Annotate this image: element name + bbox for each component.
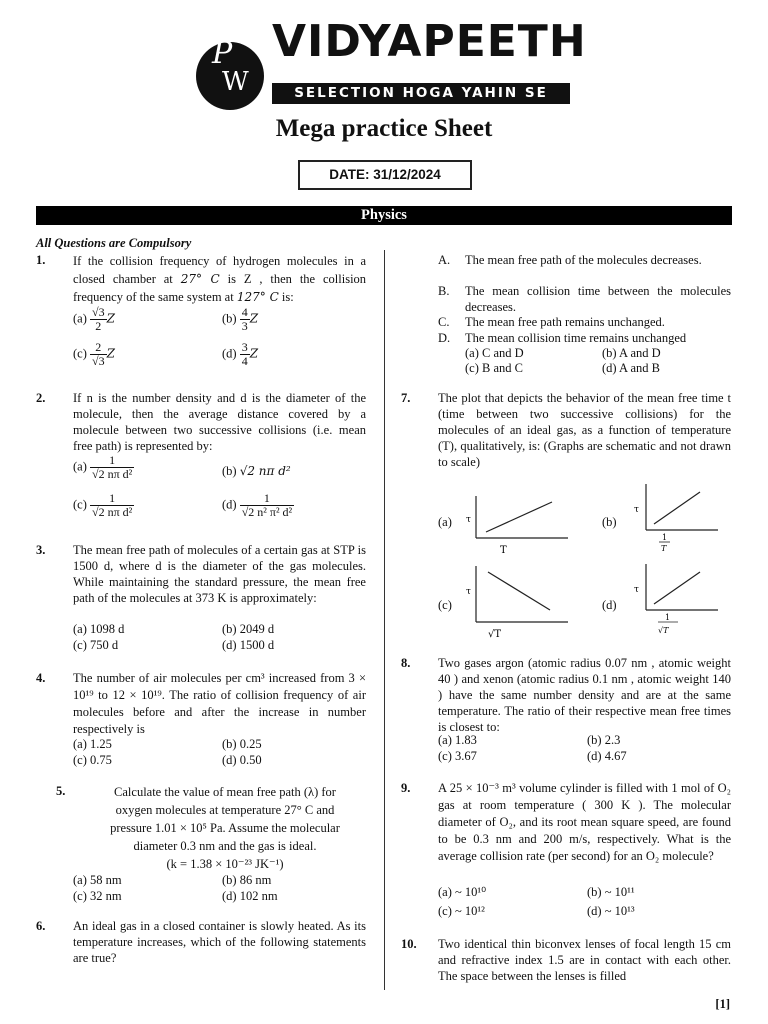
statement-text: The mean collision time remains unchanged bbox=[465, 331, 687, 345]
q5-line: oxygen molecules at temperature 27° C and bbox=[115, 803, 335, 817]
question-number: 9. bbox=[401, 781, 411, 795]
option-a: (a) 58 nm bbox=[73, 873, 122, 887]
q5-constant: (k = 1.38 × 10⁻²³ JK⁻¹) bbox=[166, 857, 284, 871]
statement-text: The mean free path remains unchanged. bbox=[465, 315, 665, 329]
statement-label: B. bbox=[438, 284, 450, 298]
option-c: (c) B and C bbox=[465, 361, 523, 375]
option-a: (a) C and D bbox=[465, 346, 524, 360]
question-text: If n is the number density and d is the diameter of the molecule, then the average distance covered by a molecule between two successive collisions (i.e. mean free path) is represented by: bbox=[73, 391, 366, 453]
option-d: (d) ~ 10¹³ bbox=[587, 904, 635, 918]
q5-line: pressure 1.01 × 10⁵ Pa. Assume the molecular bbox=[110, 821, 340, 835]
statement-label: D. bbox=[438, 331, 451, 345]
question-text: A 25 × 10⁻³ m³ volume cylinder is filled with 1 mol of O₂ gas at room temperature ( 300 K ). The molecular diameter of O₂, and its root mean square speed, are found to be 0.3 nm and 200 m/s, respectively. What is the average collision rate (per second) for an O₂ molecule? bbox=[438, 781, 731, 863]
option-label: (b) bbox=[222, 464, 237, 478]
question-number: 8. bbox=[401, 656, 411, 670]
statement-label: A. bbox=[438, 253, 451, 267]
denominator: √2 nπ d² bbox=[92, 505, 133, 519]
question-number: 7. bbox=[401, 391, 411, 405]
option-value: √2 nπ d² bbox=[239, 464, 291, 478]
denominator: 2 bbox=[95, 319, 102, 333]
logo-letter-w: W bbox=[222, 67, 249, 97]
numerator: 1 bbox=[90, 454, 134, 468]
q1-text-part2: is Z , then the collision frequency of the same system at bbox=[73, 272, 367, 304]
question-number: 5. bbox=[56, 784, 66, 798]
statement-label: C. bbox=[438, 315, 450, 329]
graph-c bbox=[462, 562, 572, 642]
option-a bbox=[73, 454, 134, 481]
tau-label: τ bbox=[634, 585, 639, 595]
graph-b bbox=[632, 480, 722, 554]
option-d: (d) 1500 d bbox=[222, 638, 275, 652]
denominator: 3 bbox=[241, 319, 248, 333]
option-b: (b) 0.25 bbox=[222, 737, 262, 751]
graph-d bbox=[632, 560, 722, 640]
option-d: (d) 0.50 bbox=[222, 753, 262, 767]
graph-line bbox=[654, 572, 700, 604]
x-axis-label: T bbox=[500, 545, 507, 556]
fraction bbox=[240, 492, 294, 519]
graph-option-c-label: (c) bbox=[438, 598, 452, 612]
denominator: √2 nπ d² bbox=[92, 467, 133, 481]
tau-label: τ bbox=[466, 515, 471, 525]
question-number: 2. bbox=[36, 391, 46, 405]
logo-letter-p: P bbox=[212, 36, 233, 71]
option-b: (b) A and D bbox=[602, 346, 661, 360]
option-c bbox=[73, 492, 134, 519]
question-text: The plot that depicts the behavior of the mean free time t (time between two successive collisions) for the molecules of an ideal gas, as a function of temperature (T), qualitatively, is: (Graphs are schematic and not drawn to scale) bbox=[438, 391, 731, 469]
question-text bbox=[73, 252, 366, 306]
brand-name: VIDYAPEETH bbox=[272, 16, 587, 67]
fraction bbox=[90, 306, 107, 333]
graph-line bbox=[486, 502, 552, 532]
numerator: 3 bbox=[241, 340, 248, 354]
question-text: The number of air molecules per cm³ increased from 3 × 10¹⁹ to 12 × 10¹⁹. The ratio of collision frequency of air molecules before and after the increase in number respectively is bbox=[73, 671, 366, 736]
fraction bbox=[90, 492, 134, 519]
graph-option-d-label: (d) bbox=[602, 598, 617, 612]
graph-line bbox=[488, 572, 550, 610]
option-label: (d) bbox=[222, 497, 237, 512]
option-label: (b) bbox=[222, 311, 237, 326]
denominator: 4 bbox=[241, 354, 248, 368]
option-c: (c) 32 nm bbox=[73, 889, 122, 903]
tau-label: τ bbox=[634, 505, 639, 515]
numerator: √3 bbox=[92, 305, 105, 319]
option-c: (c) 0.75 bbox=[73, 753, 112, 767]
option-b bbox=[222, 463, 291, 479]
tau-label: τ bbox=[466, 587, 471, 597]
q5-line: Calculate the value of mean free path (λ) for bbox=[114, 785, 336, 799]
option-d: (d) 4.67 bbox=[587, 749, 627, 763]
subject-banner: Physics bbox=[36, 206, 732, 225]
brand-tagline: SELECTION HOGA YAHIN SE bbox=[272, 83, 570, 104]
question-text: Two identical thin biconvex lenses of focal length 15 cm and refractive index 1.5 are in contact with each other. The space between the lenses is filled bbox=[438, 937, 731, 983]
option-d: (d) 102 nm bbox=[222, 889, 278, 903]
option-b: (b) 86 nm bbox=[222, 873, 272, 887]
question-number: 1. bbox=[36, 253, 46, 267]
fraction bbox=[90, 341, 107, 368]
option-label: (d) bbox=[222, 346, 237, 361]
q1-text-part1: If the collision frequency of hydrogen molecules in a closed chamber at bbox=[73, 254, 366, 286]
question-number: 4. bbox=[36, 671, 46, 685]
page-title: Mega practice Sheet bbox=[275, 115, 493, 142]
option-c: (c) ~ 10¹² bbox=[438, 904, 485, 918]
question-text: Two gases argon (atomic radius 0.07 nm , atomic weight 40 ) and xenon (atomic radius 0.1 nm , atomic weight 140 ) have the same number density and are at the same temperature. The ratio of their respective mean free times is closest to: bbox=[438, 656, 731, 734]
x-axis-label-denominator: T bbox=[661, 544, 667, 553]
question-number: 6. bbox=[36, 919, 46, 933]
option-label: (c) bbox=[73, 497, 87, 512]
option-d: (d) A and B bbox=[602, 361, 660, 375]
option-b bbox=[222, 306, 258, 333]
option-a: (a) ~ 10¹⁰ bbox=[438, 885, 487, 899]
statement-text: The mean free path of the molecules decreases. bbox=[465, 253, 702, 267]
q1-text-part3: is: bbox=[281, 290, 294, 304]
fraction bbox=[240, 306, 250, 333]
x-axis-label-numerator: 1 bbox=[662, 533, 668, 542]
statement-text: The mean collision time between the molecules decreases. bbox=[465, 284, 731, 314]
instruction-note: All Questions are Compulsory bbox=[36, 236, 192, 250]
option-label: (a) bbox=[73, 311, 87, 326]
variable: Z bbox=[249, 346, 259, 361]
x-axis-label-denominator: √T bbox=[658, 626, 669, 635]
option-d bbox=[222, 492, 294, 519]
option-d bbox=[222, 341, 258, 368]
numerator: 1 bbox=[240, 492, 294, 506]
fraction bbox=[90, 454, 134, 481]
question-number: 3. bbox=[36, 543, 46, 557]
numerator: 1 bbox=[90, 492, 134, 506]
option-c: (c) 750 d bbox=[73, 638, 119, 652]
option-a: (a) 1098 d bbox=[73, 622, 125, 636]
q1-temp2: 127° C bbox=[236, 290, 279, 304]
column-divider bbox=[384, 250, 385, 990]
q1-temp1: 27° C bbox=[180, 272, 220, 286]
graph-option-a-label: (a) bbox=[438, 515, 452, 529]
option-b: (b) 2049 d bbox=[222, 622, 275, 636]
q5-line: diameter 0.3 nm and the gas is ideal. bbox=[133, 839, 317, 853]
page-number: [1] bbox=[715, 997, 730, 1011]
question-number: 10. bbox=[401, 937, 417, 951]
variable: Z bbox=[106, 311, 115, 326]
denominator: √2 n² π² d² bbox=[241, 505, 293, 519]
question-text: The mean free path of molecules of a certain gas at STP is 1500 d, where d is the diameter of the gas molecules. While maintaining the standard pressure, the mean free path of the molecules at 373 K is approximately: bbox=[73, 543, 366, 605]
numerator: 4 bbox=[241, 305, 248, 319]
question-text bbox=[80, 783, 370, 873]
option-c bbox=[73, 341, 115, 368]
graph-a bbox=[462, 492, 572, 556]
option-a: (a) 1.83 bbox=[438, 733, 477, 747]
option-b: (b) 2.3 bbox=[587, 733, 621, 747]
graph-option-b-label: (b) bbox=[602, 515, 617, 529]
option-label: (c) bbox=[73, 346, 87, 361]
option-a: (a) 1.25 bbox=[73, 737, 112, 751]
date-box: DATE: 31/12/2024 bbox=[298, 160, 472, 190]
question-text: An ideal gas in a closed container is slowly heated. As its temperature increases, which of the following statements are true? bbox=[73, 919, 366, 965]
x-axis-label: √T bbox=[488, 629, 502, 640]
variable: Z bbox=[249, 311, 259, 326]
numerator: 2 bbox=[90, 341, 107, 355]
option-b: (b) ~ 10¹¹ bbox=[587, 885, 635, 899]
graph-line bbox=[654, 492, 700, 524]
x-axis-label-numerator: 1 bbox=[665, 613, 671, 622]
option-label: (a) bbox=[73, 459, 87, 474]
option-c: (c) 3.67 bbox=[438, 749, 477, 763]
variable: Z bbox=[106, 346, 115, 361]
denominator: √3 bbox=[92, 354, 105, 368]
option-a bbox=[73, 306, 115, 333]
fraction bbox=[240, 341, 250, 368]
